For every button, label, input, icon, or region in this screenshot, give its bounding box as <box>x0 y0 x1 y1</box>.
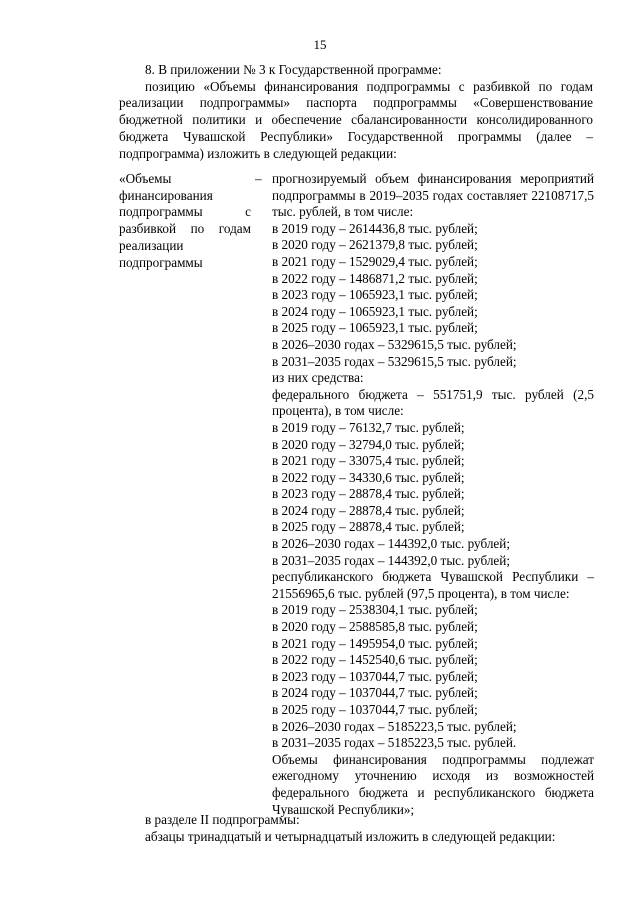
year-amount-line: в 2023 году – 28878,4 тыс. рублей; <box>272 486 465 502</box>
section-heading: 8. В приложении № 3 к Государственной программе: <box>145 62 442 77</box>
sources-label: из них средства: <box>272 370 364 386</box>
year-amount-line: в 2025 году – 1065923,1 тыс. рублей; <box>272 320 478 336</box>
intro-section <box>119 62 593 162</box>
position-dash: – <box>255 171 262 186</box>
year-amount-line: в 2023 году – 1037044,7 тыс. рублей; <box>272 668 478 684</box>
year-amount-line: в 2020 году – 2621379,8 тыс. рублей; <box>272 237 478 253</box>
page-number: 15 <box>313 37 327 52</box>
federal-years-list <box>272 420 594 569</box>
financing-details <box>272 171 594 818</box>
year-amount-line: в 2019 году – 2538304,1 тыс. рублей; <box>272 602 478 618</box>
year-amount-line: в 2024 году – 28878,4 тыс. рублей; <box>272 502 465 518</box>
position-label: «Объемы финансирования подпрограммы с разбивкой по годам реализации подпрограммы <box>119 171 251 270</box>
year-amount-line: в 2023 году – 1065923,1 тыс. рублей; <box>272 287 478 303</box>
year-amount-line: в 2026–2030 годах – 144392,0 тыс. рублей; <box>272 536 510 552</box>
outro-line-1: в разделе II подпрограммы: <box>145 812 300 827</box>
republic-budget-paragraph: республиканского бюджета Чувашской Республики – 21556965,6 тыс. рублей (97,5 процента), в том числе: <box>272 569 594 601</box>
year-amount-line: в 2031–2035 годах – 5185223,5 тыс. рублей. <box>272 735 517 751</box>
year-amount-line: в 2026–2030 годах – 5329615,5 тыс. рублей; <box>272 336 517 352</box>
year-amount-line: в 2031–2035 годах – 144392,0 тыс. рублей; <box>272 552 510 568</box>
year-amount-line: в 2022 году – 1486871,2 тыс. рублей; <box>272 270 478 286</box>
intro-paragraph: позицию «Объемы финансирования подпрограммы с разбивкой по годам реализации подпрограммы» паспорта подпрограммы «Совершенствование бюджетной политики и обеспечение сбалансированности консолидированного бюджета Чувашской Республики» Государственной программы (далее – подпрограмма) изложить в следующей редакции: <box>119 78 593 161</box>
federal-budget-paragraph: федерального бюджета – 551751,9 тыс. рублей (2,5 процента), в том числе: <box>272 386 594 419</box>
year-amount-line: в 2021 году – 1529029,4 тыс. рублей; <box>272 253 478 269</box>
total-financing-paragraph: прогнозируемый объем финансирования мероприятий подпрограммы в 2019–2035 годах составляет 22108717,5 тыс. рублей, в том числе: <box>272 171 594 220</box>
year-amount-line: в 2020 году – 2588585,8 тыс. рублей; <box>272 619 478 635</box>
year-amount-line: в 2021 году – 33075,4 тыс. рублей; <box>272 453 465 469</box>
republic-years-list <box>272 602 594 751</box>
year-amount-line: в 2025 году – 1037044,7 тыс. рублей; <box>272 702 478 717</box>
year-amount-line: в 2022 году – 34330,6 тыс. рублей; <box>272 469 465 485</box>
outro-line-2: абзацы тринадцатый и четырнадцатый изложить в следующей редакции: <box>145 829 556 844</box>
year-amount-line: в 2019 году – 76132,7 тыс. рублей; <box>272 419 465 435</box>
year-amount-line: в 2031–2035 годах – 5329615,5 тыс. рублей; <box>272 353 517 369</box>
year-amount-line: в 2022 году – 1452540,6 тыс. рублей; <box>272 652 478 668</box>
year-amount-line: в 2019 году – 2614436,8 тыс. рублей; <box>272 220 478 236</box>
year-amount-line: в 2024 году – 1037044,7 тыс. рублей; <box>272 685 478 701</box>
year-amount-line: в 2024 году – 1065923,1 тыс. рублей; <box>272 303 478 319</box>
year-amount-line: в 2025 году – 28878,4 тыс. рублей; <box>272 519 465 535</box>
closing-paragraph: Объемы финансирования подпрограммы подлежат ежегодному уточнению исходя из возможностей федерального бюджета и республиканского бюджета Чувашской Республики»; <box>272 751 594 817</box>
total-years-list <box>272 221 594 370</box>
year-amount-line: в 2021 году – 1495954,0 тыс. рублей; <box>272 635 478 651</box>
year-amount-line: в 2020 году – 32794,0 тыс. рублей; <box>272 436 465 452</box>
outro-section <box>145 811 594 845</box>
year-amount-line: в 2026–2030 годах – 5185223,5 тыс. рублей; <box>272 718 517 734</box>
